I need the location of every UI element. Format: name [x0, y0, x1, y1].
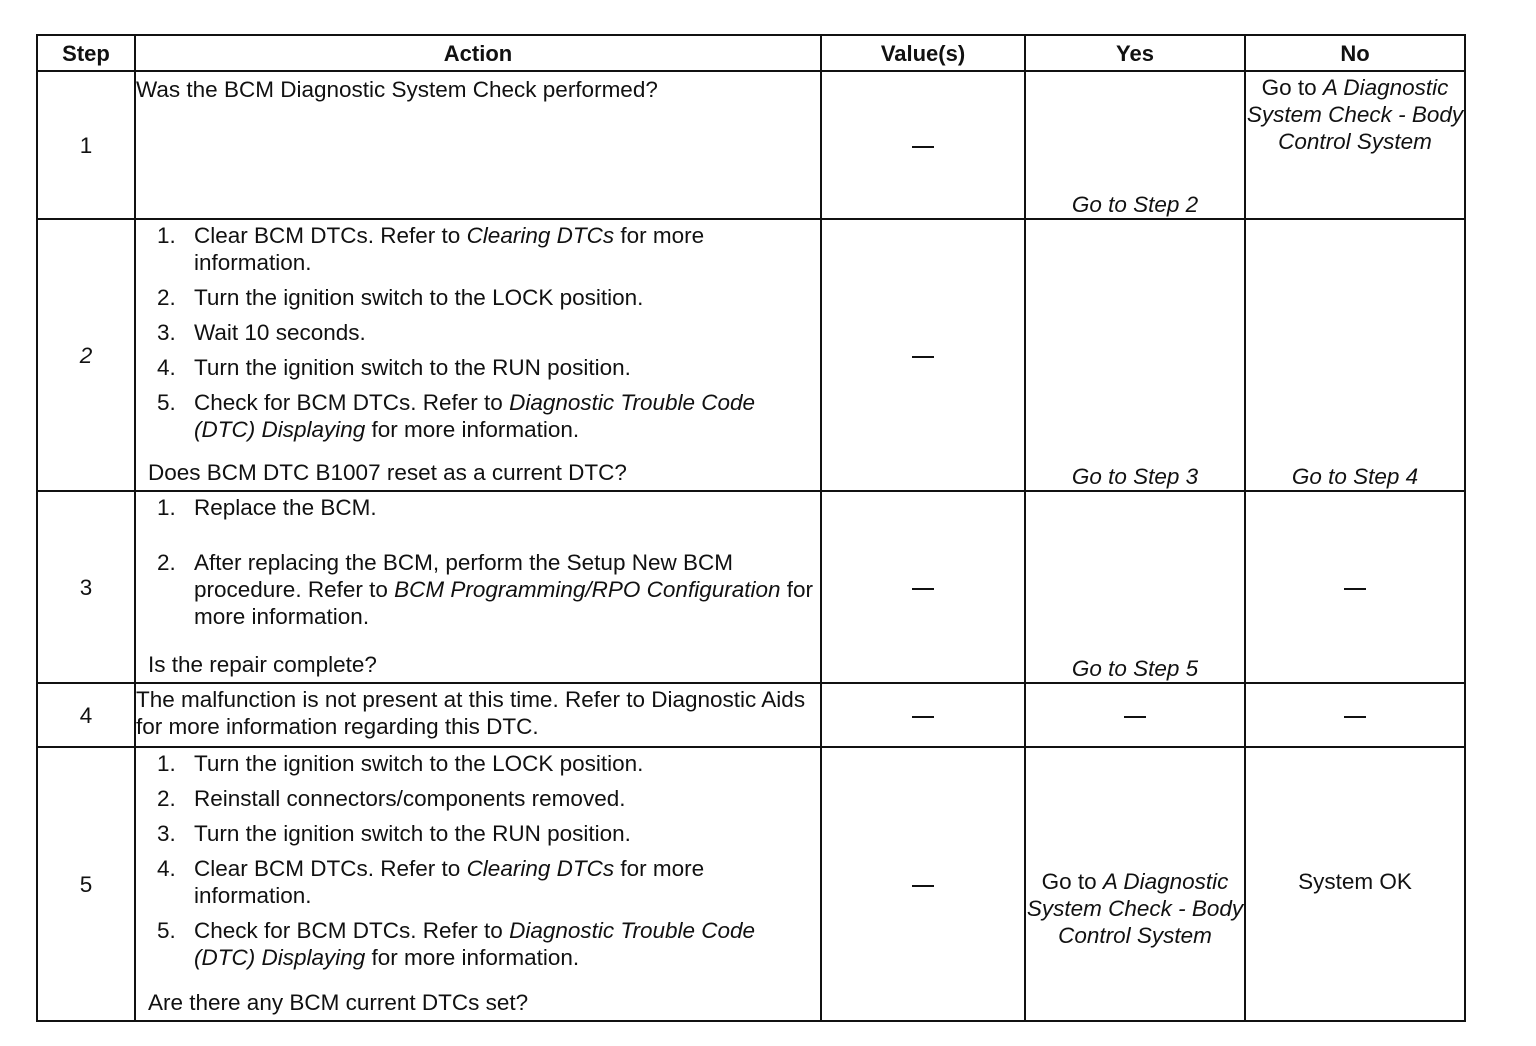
- dash-mark: [1124, 716, 1146, 718]
- list-item: 2. After replacing the BCM, perform the Setup New BCM procedure. Refer to BCM Programming/RPO Configuration for more information.: [182, 549, 820, 630]
- question-text: Does BCM DTC B1007 reset as a current DTC?: [148, 460, 627, 485]
- value-cell: [821, 683, 1025, 747]
- header-action: Action: [135, 35, 821, 71]
- table-row: [37, 747, 1465, 1021]
- value-cell: [821, 491, 1025, 683]
- table-row: [37, 491, 1465, 683]
- action-cell: [135, 71, 821, 219]
- question-text: Is the repair complete?: [148, 652, 377, 677]
- no-cell: [1245, 219, 1465, 491]
- procedure-list: [136, 750, 820, 971]
- yes-cell: [1025, 491, 1245, 683]
- list-item: 4. Turn the ignition switch to the RUN position.: [182, 354, 820, 381]
- header-no: No: [1245, 35, 1465, 71]
- ref-link[interactable]: Diagnostic Trouble Code (DTC) Displaying: [194, 918, 756, 970]
- header-yes: Yes: [1025, 35, 1245, 71]
- yes-link[interactable]: Go to Step 3: [1071, 464, 1199, 489]
- dash-mark: [1344, 588, 1366, 590]
- ref-link[interactable]: Clearing DTCs: [466, 856, 615, 881]
- no-cell: [1245, 491, 1465, 683]
- yes-link[interactable]: Go to Step 2: [1071, 192, 1199, 217]
- diagnostic-table: [36, 34, 1466, 1022]
- value-cell: [821, 71, 1025, 219]
- question-text: Are there any BCM current DTCs set?: [148, 990, 529, 1015]
- header-step: Step: [37, 35, 135, 71]
- yes-link[interactable]: A Diagnostic System Check - Body Control System: [1026, 869, 1244, 948]
- action-text: Was the BCM Diagnostic System Check performed?: [136, 77, 658, 102]
- no-prefix: Go to: [1261, 75, 1323, 100]
- ref-link[interactable]: BCM Programming/RPO Configuration: [394, 577, 781, 602]
- list-item: 1. Clear BCM DTCs. Refer to Clearing DTCs for more information.: [182, 222, 820, 276]
- no-text: System OK: [1298, 869, 1412, 894]
- list-item: 5. Check for BCM DTCs. Refer to Diagnostic Trouble Code (DTC) Displaying for more information.: [182, 389, 820, 443]
- no-link[interactable]: A Diagnostic System Check - Body Control System: [1246, 75, 1464, 154]
- list-item: 1. Replace the BCM.: [182, 494, 820, 521]
- yes-link[interactable]: Go to Step 5: [1071, 656, 1199, 681]
- step-number: 1: [37, 71, 135, 219]
- list-item: 3. Turn the ignition switch to the RUN position.: [182, 820, 820, 847]
- action-cell: [135, 747, 821, 1021]
- yes-prefix: Go to: [1041, 869, 1103, 894]
- value-cell: [821, 747, 1025, 1021]
- action-text: The malfunction is not present at this time. Refer to Diagnostic Aids for more information regarding this DTC.: [136, 687, 806, 739]
- list-item: 4. Clear BCM DTCs. Refer to Clearing DTCs for more information.: [182, 855, 820, 909]
- header-row: [37, 35, 1465, 71]
- no-cell: [1245, 683, 1465, 747]
- dash-mark: [912, 588, 934, 590]
- ref-link[interactable]: Diagnostic Trouble Code (DTC) Displaying: [194, 390, 756, 442]
- dash-mark: [912, 885, 934, 887]
- action-cell: [135, 491, 821, 683]
- list-item: 3. Wait 10 seconds.: [182, 319, 820, 346]
- table-row: [37, 219, 1465, 491]
- header-values: Value(s): [821, 35, 1025, 71]
- no-link[interactable]: Go to Step 4: [1291, 464, 1419, 489]
- dash-mark: [912, 716, 934, 718]
- procedure-list: [136, 494, 820, 630]
- list-item: 2. Reinstall connectors/components removed.: [182, 785, 820, 812]
- procedure-list: [136, 222, 820, 443]
- value-cell: [821, 219, 1025, 491]
- dash-mark: [1344, 716, 1366, 718]
- action-cell: [135, 219, 821, 491]
- ref-link[interactable]: Clearing DTCs: [466, 223, 615, 248]
- list-item: 1. Turn the ignition switch to the LOCK position.: [182, 750, 820, 777]
- step-number: 4: [37, 683, 135, 747]
- yes-cell: [1025, 747, 1245, 1021]
- yes-cell: [1025, 683, 1245, 747]
- yes-cell: [1025, 71, 1245, 219]
- dash-mark: [912, 356, 934, 358]
- dash-mark: [912, 146, 934, 148]
- table-row: [37, 71, 1465, 219]
- step-number: 3: [37, 491, 135, 683]
- list-item: 2. Turn the ignition switch to the LOCK position.: [182, 284, 820, 311]
- step-number: 2: [37, 219, 135, 491]
- yes-cell: [1025, 219, 1245, 491]
- list-item: 5. Check for BCM DTCs. Refer to Diagnostic Trouble Code (DTC) Displaying for more information.: [182, 917, 820, 971]
- no-cell: [1245, 747, 1465, 1021]
- table-row: [37, 683, 1465, 747]
- action-cell: [135, 683, 821, 747]
- no-cell: [1245, 71, 1465, 219]
- step-number: 5: [37, 747, 135, 1021]
